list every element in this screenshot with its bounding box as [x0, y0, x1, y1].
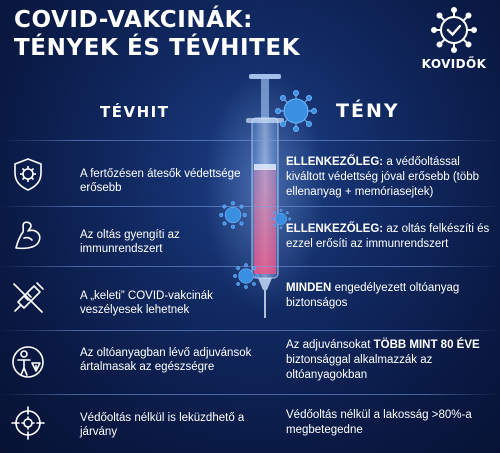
comparison-row: [0, 140, 500, 206]
comparison-row: [0, 266, 500, 330]
person-warning-icon: [10, 344, 46, 380]
fact-text: ELLENKEZŐLEG: a védőoltással kiváltott védettség jóval erősebb (több ellenanyag + memóriasejtek): [286, 156, 480, 198]
kovidok-logo: [418, 6, 490, 76]
myth-text: Védőoltás nélkül is leküzdhető a járvány: [80, 412, 245, 438]
comparison-row: [0, 394, 500, 453]
myth-text: Az oltóanyagban lévő adjuvánsok ártalmasak az egészségre: [80, 347, 252, 373]
logo-wordmark: KOVIDŐK: [421, 57, 487, 71]
virus-check-icon: [428, 6, 480, 56]
fact-text: ELLENKEZŐLEG: az oltás felkészíti és ezzel erősíti az immunrendszert: [286, 223, 490, 250]
fact-column-header: TÉNY: [336, 100, 400, 122]
fact-text: Az adjuvánsokat TÖBB MINT 80 ÉVE biztonsággal alkalmazzák az oltóanyagokban: [286, 339, 480, 381]
fact-text: Védőoltás nélkül a lakosság >80%-a megbetegedne: [286, 409, 472, 436]
page-title: [14, 6, 300, 62]
flexed-arm-icon: [10, 218, 46, 254]
comparison-row: [0, 206, 500, 266]
virus-target-icon: [10, 405, 46, 441]
myth-text: A „keleti” COVID-vakcinák veszélyesek lehetnek: [80, 290, 213, 316]
comparison-row: [0, 330, 500, 394]
broken-syringe-icon: [10, 280, 46, 316]
myth-text: Az oltás gyengíti az immunrendszert: [80, 229, 180, 255]
shield-virus-icon: [10, 156, 46, 192]
title-line-2: TÉNYEK ÉS TÉVHITEK: [14, 35, 301, 61]
title-line-1: COVID-VAKCINÁK:: [14, 7, 253, 33]
fact-text: MINDEN engedélyezett oltóanyag biztonságos: [286, 282, 460, 309]
myth-column-header: TÉVHIT: [100, 103, 170, 121]
myth-text: A fertőzésen átesők védettsége erősebb: [80, 168, 241, 194]
virus-decoration-large: [273, 88, 319, 134]
